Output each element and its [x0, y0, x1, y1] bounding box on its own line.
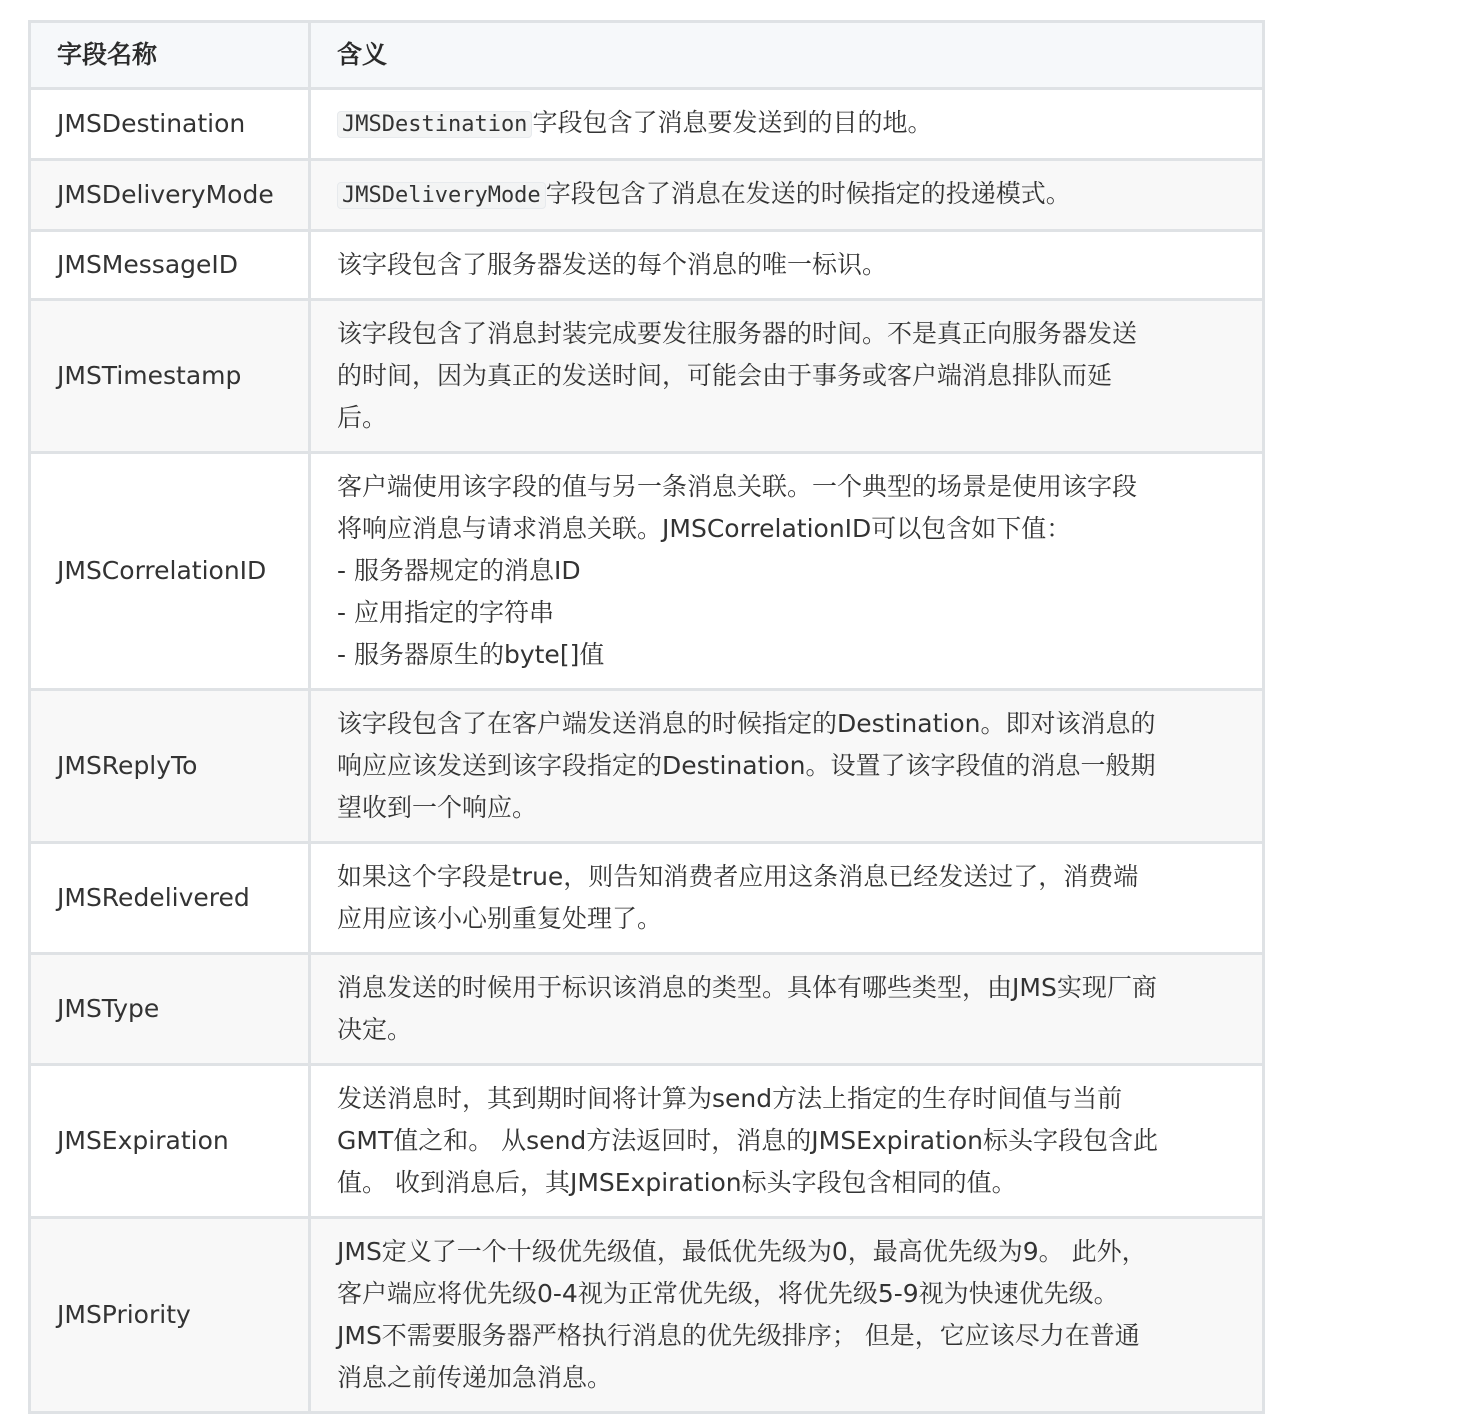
field-name-cell: JMSType [30, 954, 310, 1065]
header-meaning: 含义 [310, 22, 1264, 89]
meaning-cell [310, 300, 1264, 453]
meaning-line: 应用应该小心别重复处理了。 [337, 904, 663, 933]
table-row [30, 843, 1264, 954]
header-field-name: 字段名称 [30, 22, 310, 89]
table-row [30, 690, 1264, 843]
meaning-line: 将响应消息与请求消息关联。JMSCorrelationID可以包含如下值： [337, 514, 1072, 543]
field-name-cell: JMSRedelivered [30, 843, 310, 954]
inline-code: JMSDeliveryMode [337, 182, 546, 209]
meaning-cell [310, 453, 1264, 690]
meaning-line: 的时间，因为真正的发送时间，可能会由于事务或客户端消息排队而延 [337, 361, 1113, 390]
meaning-line: 消息之前传递加急消息。 [337, 1363, 613, 1392]
inline-code: JMSDestination [337, 111, 532, 138]
meaning-line: JMS定义了一个十级优先级值，最低优先级为0，最高优先级为9。 此外， [337, 1237, 1147, 1266]
table-row [30, 1218, 1264, 1413]
meaning-text: 字段包含了消息要发送到的目的地。 [532, 108, 933, 137]
meaning-line: 决定。 [337, 1015, 413, 1044]
field-name-cell: JMSCorrelationID [30, 453, 310, 690]
meaning-line: - 服务器原生的byte[]值 [337, 640, 605, 669]
meaning-line: 该字段包含了服务器发送的每个消息的唯一标识。 [337, 250, 888, 279]
meaning-line: 后。 [337, 403, 388, 432]
meaning-line: - 服务器规定的消息ID [337, 556, 581, 585]
meaning-line: 望收到一个响应。 [337, 793, 538, 822]
meaning-cell [310, 843, 1264, 954]
meaning-cell [310, 1218, 1264, 1413]
meaning-line: - 应用指定的字符串 [337, 598, 554, 627]
meaning-cell [310, 89, 1264, 160]
meaning-line: 如果这个字段是true，则告知消费者应用这条消息已经发送过了，消费端 [337, 862, 1139, 891]
meaning-cell [310, 160, 1264, 231]
table-header-row [30, 22, 1264, 89]
meaning-line: 客户端使用该字段的值与另一条消息关联。一个典型的场景是使用该字段 [337, 472, 1138, 501]
table-row [30, 89, 1264, 160]
meaning-line: 该字段包含了消息封装完成要发往服务器的时间。不是真正向服务器发送 [337, 319, 1138, 348]
meaning-text: 字段包含了消息在发送的时候指定的投递模式。 [545, 179, 1071, 208]
field-name-cell: JMSReplyTo [30, 690, 310, 843]
table-row [30, 160, 1264, 231]
table-row [30, 231, 1264, 300]
table-row [30, 453, 1264, 690]
jms-header-fields-table-wrapper [28, 20, 1262, 1414]
meaning-line: 该字段包含了在客户端发送消息的时候指定的Destination。即对该消息的 [337, 709, 1156, 738]
meaning-line: JMS不需要服务器严格执行消息的优先级排序； 但是，它应该尽力在普通 [337, 1321, 1140, 1350]
field-name-cell: JMSDestination [30, 89, 310, 160]
field-name-cell: JMSExpiration [30, 1065, 310, 1218]
table-row [30, 954, 1264, 1065]
meaning-cell [310, 1065, 1264, 1218]
field-name-cell: JMSTimestamp [30, 300, 310, 453]
meaning-line: GMT值之和。 从send方法返回时，消息的JMSExpiration标头字段包含此 [337, 1126, 1158, 1155]
meaning-cell [310, 690, 1264, 843]
table-row [30, 1065, 1264, 1218]
field-name-cell: JMSDeliveryMode [30, 160, 310, 231]
meaning-line: 值。 收到消息后，其JMSExpiration标头字段包含相同的值。 [337, 1168, 1017, 1197]
meaning-line: 响应应该发送到该字段指定的Destination。设置了该字段值的消息一般期 [337, 751, 1156, 780]
meaning-line: 消息发送的时候用于标识该消息的类型。具体有哪些类型，由JMS实现厂商 [337, 973, 1157, 1002]
meaning-cell [310, 231, 1264, 300]
field-name-cell: JMSMessageID [30, 231, 310, 300]
meaning-line: 发送消息时，其到期时间将计算为send方法上指定的生存时间值与当前 [337, 1084, 1123, 1113]
meaning-cell [310, 954, 1264, 1065]
table-row [30, 300, 1264, 453]
jms-header-fields-table [28, 20, 1265, 1414]
field-name-cell: JMSPriority [30, 1218, 310, 1413]
meaning-line: 客户端应将优先级0-4视为正常优先级，将优先级5-9视为快速优先级。 [337, 1279, 1119, 1308]
